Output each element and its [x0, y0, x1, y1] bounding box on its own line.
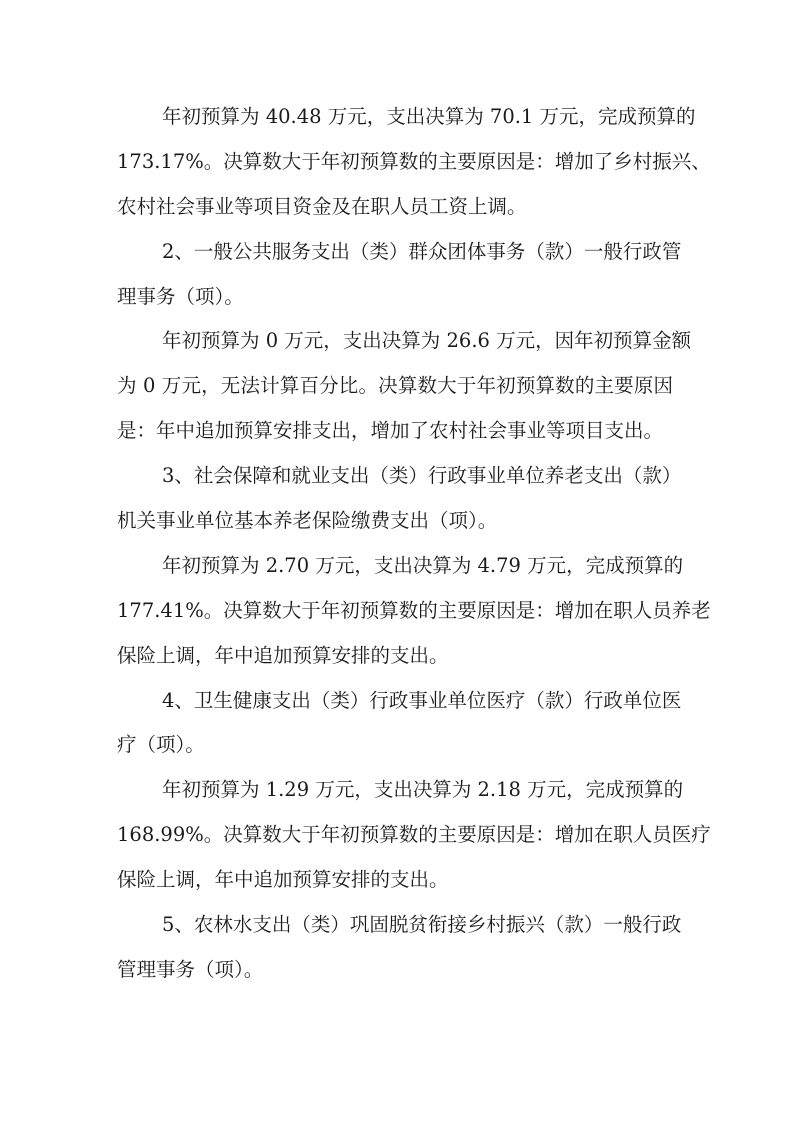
- paragraph-line: 年初预算为 0 万元，支出决算为 26.6 万元，因年初预算金额: [162, 329, 692, 352]
- section-heading-line: 2、一般公共服务支出（类）群众团体事务（款）一般行政管: [162, 240, 682, 263]
- section-heading-line: 机关事业单位基本养老保险缴费支出（项）。: [117, 509, 498, 532]
- paragraph-line: 保险上调，年中追加预算安排的支出。: [117, 868, 449, 891]
- paragraph-line: 177.41%。决算数大于年初预算数的主要原因是：增加在职人员养老: [117, 599, 711, 622]
- section-heading-line: 理事务（项）。: [117, 285, 244, 308]
- paragraph-line: 是：年中追加预算安排支出，增加了农村社会事业等项目支出。: [117, 419, 664, 442]
- section-heading-line: 3、社会保障和就业支出（类）行政事业单位养老支出（款）: [162, 464, 682, 487]
- paragraph-line: 为 0 万元，无法计算百分比。决算数大于年初预算数的主要原因: [117, 374, 673, 397]
- section-heading-line: 4、卫生健康支出（类）行政事业单位医疗（款）行政单位医: [162, 689, 682, 712]
- paragraph-line: 农村社会事业等项目资金及在职人员工资上调。: [117, 195, 527, 218]
- section-heading-line: 疗（项）。: [117, 733, 205, 756]
- paragraph-line: 保险上调，年中追加预算安排的支出。: [117, 644, 449, 667]
- paragraph-line: 年初预算为 40.48 万元，支出决算为 70.1 万元，完成预算的: [162, 105, 696, 128]
- paragraph-line: 168.99%。决算数大于年初预算数的主要原因是：增加在职人员医疗: [117, 823, 711, 846]
- paragraph-line: 173.17%。决算数大于年初预算数的主要原因是：增加了乡村振兴、: [117, 150, 711, 173]
- section-heading-line: 管理事务（项）。: [117, 958, 264, 981]
- section-heading-line: 5、农林水支出（类）巩固脱贫衔接乡村振兴（款）一般行政: [162, 913, 682, 936]
- paragraph-line: 年初预算为 2.70 万元，支出决算为 4.79 万元，完成预算的: [162, 554, 684, 577]
- paragraph-line: 年初预算为 1.29 万元，支出决算为 2.18 万元，完成预算的: [162, 778, 684, 801]
